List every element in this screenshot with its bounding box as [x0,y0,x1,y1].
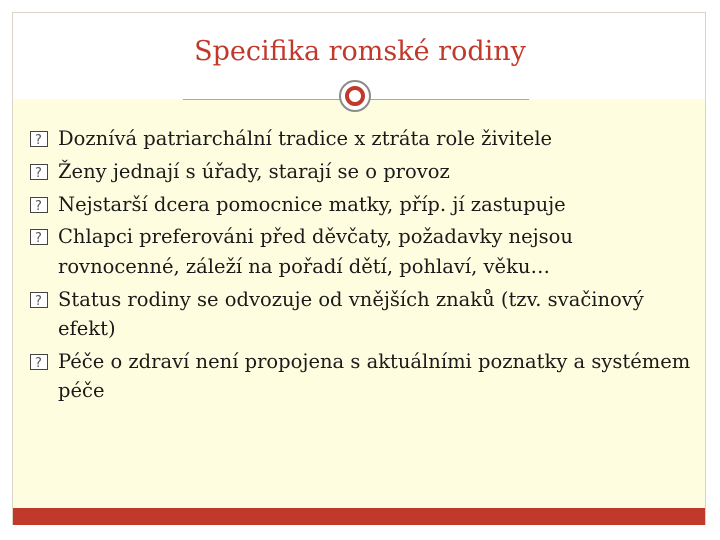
bullet-text: Status rodiny se odvozuje od vnějších znaků (tzv. svačinový efekt) [58,287,644,341]
bullet-item [30,222,700,281]
bullet-item [30,285,700,344]
bullet-item [30,124,700,154]
bullet-marker-icon [30,131,48,147]
bullet-text: Chlapci preferováni před děvčaty, požadavky nejsou rovnocenné, záleží na pořadí dětí, pohlaví, věku… [58,225,573,278]
slide-title: Specifika romské rodiny [194,36,526,67]
bullet-list [30,124,700,409]
bullet-text: Ženy jednají s úřady, starají se o provoz [58,159,450,183]
bullet-text: Péče o zdraví není propojena s aktuálními poznatky a systémem péče [58,349,691,403]
bullet-marker-icon [30,229,48,245]
bottom-accent-bar [13,508,705,525]
bullet-item [30,347,700,406]
bullet-marker-icon [30,292,48,308]
bullet-text: Nejstarší dcera pomocnice matky, příp. jí zastupuje [58,192,566,216]
bullet-marker-icon [30,164,48,180]
bullet-marker-icon [30,197,48,213]
divider-ring-icon [339,80,371,112]
bullet-text: Doznívá patriarchální tradice x ztráta role živitele [58,127,553,150]
bullet-marker-icon [30,354,48,370]
ring-inner [345,86,365,106]
bullet-item [30,157,700,187]
bullet-item [30,190,700,220]
